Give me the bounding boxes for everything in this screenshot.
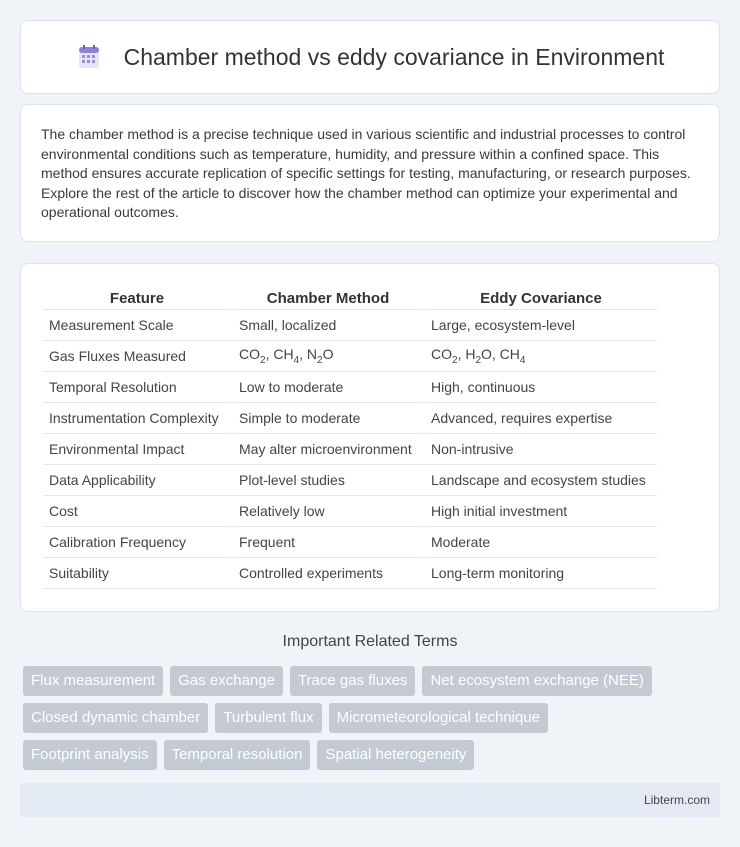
header-feature: Feature [43,286,231,310]
cell-eddy-covariance: Long-term monitoring [425,558,657,589]
related-term-tag[interactable]: Turbulent flux [215,703,321,733]
table-header-row [43,286,657,310]
tag-row [23,703,723,733]
cell-feature: Data Applicability [43,465,231,496]
related-term-tag[interactable]: Trace gas fluxes [290,666,416,696]
cell-eddy-covariance: $CO_2$, $H_2O$, $CH_4$ [425,341,657,372]
cell-feature: Environmental Impact [43,434,231,465]
related-terms-title: Important Related Terms [282,633,458,650]
cell-chamber-method: $CO_2$, $CH_4$, $N_2O$ [233,341,423,372]
cell-chamber-method: Simple to moderate [233,403,423,434]
tag-row [23,740,723,770]
related-term-tag[interactable]: Gas exchange [170,666,283,696]
cell-eddy-covariance: Moderate [425,527,657,558]
cell-chamber-method: Relatively low [233,496,423,527]
table-row [43,341,657,372]
cell-chamber-method: Frequent [233,527,423,558]
header-chamber-method: Chamber Method [233,286,423,310]
cell-eddy-covariance: Non-intrusive [425,434,657,465]
table-row [43,465,657,496]
table-row [43,527,657,558]
cell-chamber-method: Small, localized [233,310,423,341]
cell-feature: Gas Fluxes Measured [43,341,231,372]
related-term-tag[interactable]: Spatial heterogeneity [317,740,474,770]
header-card [20,20,720,94]
related-term-tag[interactable]: Micrometeorological technique [329,703,548,733]
table-row [43,434,657,465]
intro-paragraph: The chamber method is a precise technique used in various scientific and industrial processes to control environmental conditions such as temperature, humidity, and pressure within a confined space. This method ensures accurate replication of specific settings for testing, manufacturing, or research purposes. Explore the rest of the article to discover how the chamber method can optimize your experimental and operational outcomes. [41,126,691,220]
cell-eddy-covariance: Advanced, requires expertise [425,403,657,434]
cell-eddy-covariance: Landscape and ecosystem studies [425,465,657,496]
cell-feature: Instrumentation Complexity [43,403,231,434]
intro-card [20,104,720,242]
cell-chamber-method: Plot-level studies [233,465,423,496]
related-term-tag[interactable]: Net ecosystem exchange (NEE) [422,666,651,696]
tag-row [23,666,723,696]
cell-feature: Calibration Frequency [43,527,231,558]
related-term-tag[interactable]: Temporal resolution [164,740,311,770]
related-term-tag[interactable]: Flux measurement [23,666,163,696]
comparison-table [41,286,659,589]
cell-feature: Temporal Resolution [43,372,231,403]
related-term-tag[interactable]: Footprint analysis [23,740,157,770]
page-title: Chamber method vs eddy covariance in Environment [123,43,665,70]
header-eddy-covariance: Eddy Covariance [425,286,657,310]
footer-brand[interactable]: Libterm.com [643,793,710,807]
cell-feature: Suitability [43,558,231,589]
document-icon [76,44,102,70]
table-row [43,403,657,434]
table-row [43,310,657,341]
cell-chamber-method: Low to moderate [233,372,423,403]
comparison-card [20,263,720,612]
related-term-tag[interactable]: Closed dynamic chamber [23,703,208,733]
cell-feature: Measurement Scale [43,310,231,341]
cell-chamber-method: Controlled experiments [233,558,423,589]
cell-eddy-covariance: High initial investment [425,496,657,527]
cell-chamber-method: May alter microenvironment [233,434,423,465]
table-row [43,372,657,403]
table-row [43,558,657,589]
footer [20,783,720,817]
table-row [43,496,657,527]
related-terms-tags [23,666,723,777]
cell-eddy-covariance: Large, ecosystem-level [425,310,657,341]
cell-eddy-covariance: High, continuous [425,372,657,403]
cell-feature: Cost [43,496,231,527]
